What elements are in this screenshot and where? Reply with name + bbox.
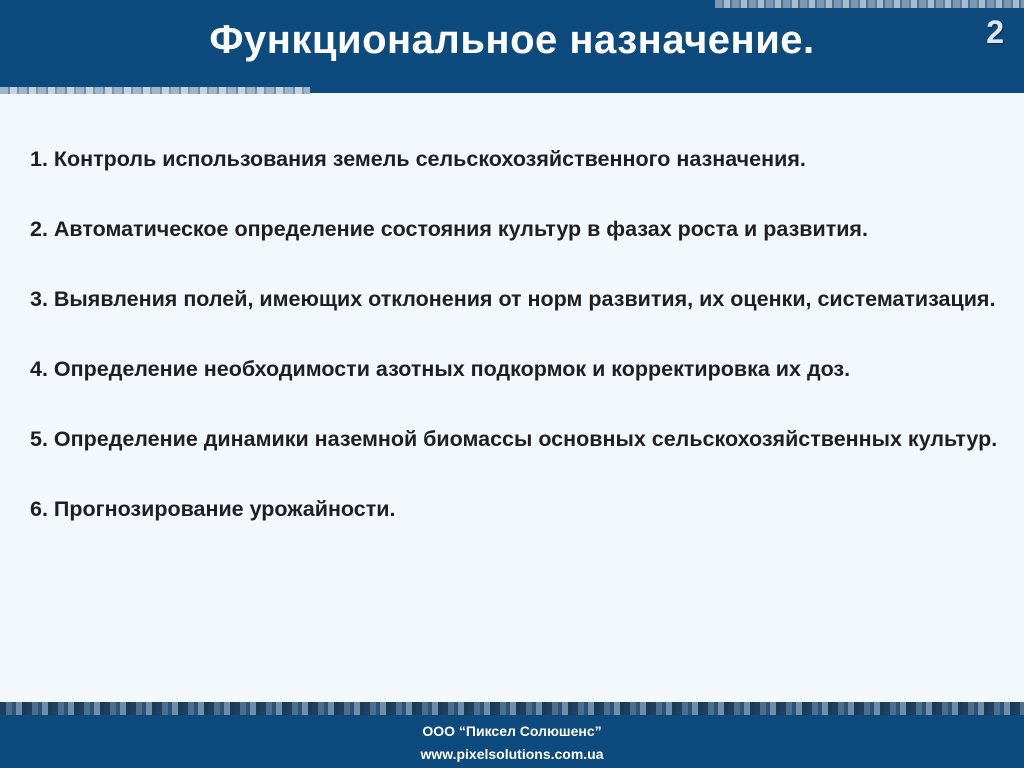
footer-company: ООО “Пиксел Солюшенс”	[422, 723, 602, 739]
list-item: 4. Определение необходимости азотных подкормок и корректировка их доз.	[30, 357, 851, 381]
slide-number: 2	[986, 14, 1004, 50]
slide-title: Функциональное назначение.	[209, 18, 815, 62]
header-mosaic-strip	[715, 0, 1024, 8]
content-list	[30, 142, 1005, 562]
header-bar	[0, 0, 1024, 93]
list-item: 3. Выявления полей, имеющих отклонения от норм развития, их оценки, систематизация.	[30, 287, 996, 311]
footer-mosaic-strip	[0, 702, 1024, 715]
list-item: 5. Определение динамики наземной биомассы основных сельскохозяйственных культур.	[30, 427, 998, 451]
list-item: 6. Прогнозирование урожайности.	[30, 497, 396, 521]
list-item: 1. Контроль использования земель сельскохозяйственного назначения.	[30, 147, 806, 171]
title-underline-mosaic	[0, 87, 310, 94]
list-item: 2. Автоматическое определение состояния культур в фазах роста и развития.	[30, 217, 868, 241]
footer-url[interactable]: www.pixelsolutions.com.ua	[420, 746, 604, 762]
footer-bar	[0, 715, 1024, 768]
